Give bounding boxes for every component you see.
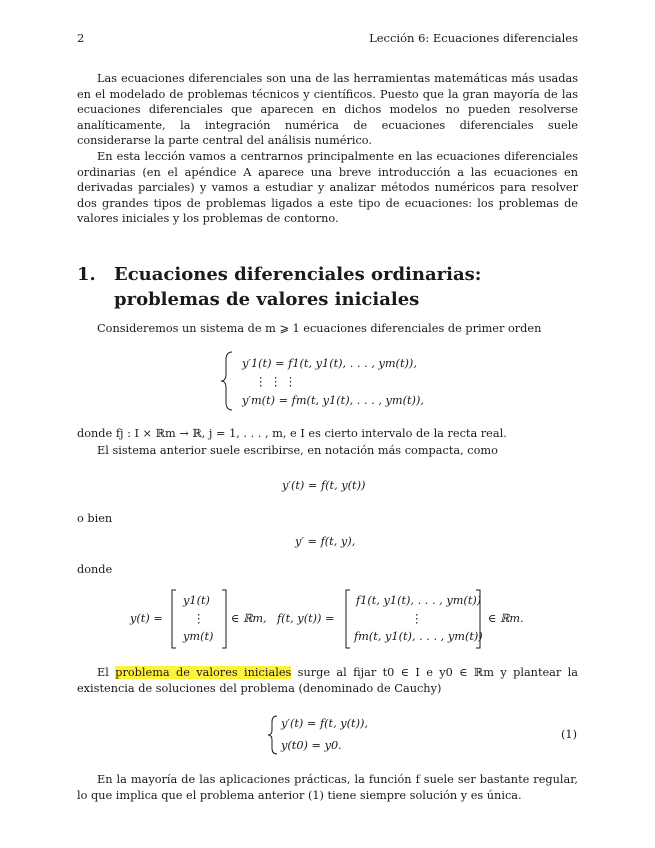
cauchy-line-1: y′(t) = f(t, y(t)), [281, 717, 368, 730]
vector-y-entry-2: ⋮ [193, 612, 205, 625]
cauchy-brace [266, 714, 280, 756]
ode-system-line-1: y′1(t) = f1(t, y1(t), . . . , ym(t)), [242, 357, 417, 370]
vector-f-lhs: f(t, y(t)) = [277, 612, 335, 625]
highlighted-term: problema de valores iniciales [115, 666, 292, 679]
intro-paragraph-1: Las ecuaciones diferenciales son una de las herramientas matemáticas más usadas en el modelado de problemas técnicos y científicos. Puesto que la gran mayoría de las ecuaciones diferenciales que aparecen en dichos modelos no pueden resolverse analíticamente, la integración numérica de ecuaciones diferenciales suele considerarse la parte central del análisis numérico. [77, 72, 578, 148]
donde-label: donde [77, 563, 113, 576]
compact-intro: El sistema anterior suele escribirse, en notación más compacta, como [97, 444, 498, 457]
intro-paragraph-2: En esta lección vamos a centrarnos principalmente en las ecuaciones diferenciales ordinarias (en el apéndice A aparece una breve introducción a las ecuaciones en derivadas parciales) y vamos a estudiar y analizar métodos numéricos para resolver dos grandes tipos de problemas ligados a este tipo de ecuaciones: los problemas de valores iniciales y los problemas de contorno. [77, 150, 578, 226]
compact-equation: y′(t) = f(t, y(t)) [282, 479, 366, 492]
equation-number: (1) [561, 728, 578, 741]
section-number: 1. [77, 264, 96, 285]
vector-f-entry-2: ⋮ [411, 612, 423, 625]
page-number: 2 [77, 31, 85, 45]
vector-y-entry-3: ym(t) [183, 630, 214, 643]
vector-y-membership: ∈ ℝm, [231, 612, 267, 625]
cauchy-line-2: y(t0) = y0. [281, 739, 342, 752]
short-equation: y′ = f(t, y), [295, 535, 356, 548]
pvi-text-before: El [97, 666, 109, 679]
o-bien: o bien [77, 512, 113, 525]
vector-f-entry-1: f1(t, y1(t), . . . , ym(t)) [356, 594, 482, 607]
ode-system-line-2: ⋮ ⋮ ⋮ [255, 375, 297, 388]
vector-f-entry-3: fm(t, y1(t), . . . , ym(t)) [354, 630, 483, 643]
vector-f-membership: ∈ ℝm. [488, 612, 524, 625]
pvi-paragraph [77, 665, 578, 696]
section-title: Ecuaciones diferenciales ordinarias: problemas de valores iniciales [114, 264, 482, 310]
ode-system-line-3: y′m(t) = fm(t, y1(t), . . . , ym(t)), [242, 394, 424, 407]
vector-y-entry-1: y1(t) [183, 594, 210, 607]
vector-y-lhs: y(t) = [130, 612, 163, 625]
running-title: Lección 6: Ecuaciones diferenciales [369, 31, 578, 45]
consider-sentence: Consideremos un sistema de m ⩾ 1 ecuaciones diferenciales de primer orden [97, 322, 542, 335]
donde-fj-sentence: donde fj : I × ℝm → ℝ, j = 1, . . . , m, e I es cierto intervalo de la recta real. [77, 427, 507, 440]
pvi-text-after: surge al fijar t0 ∈ I e y0 ∈ ℝm y plantear la existencia de soluciones del problema (denominado de Cauchy) [77, 666, 579, 695]
final-paragraph: En la mayoría de las aplicaciones prácticas, la función f suele ser bastante regular, lo que implica que el problema anterior (1) tiene siempre solución y es única. [77, 773, 578, 802]
